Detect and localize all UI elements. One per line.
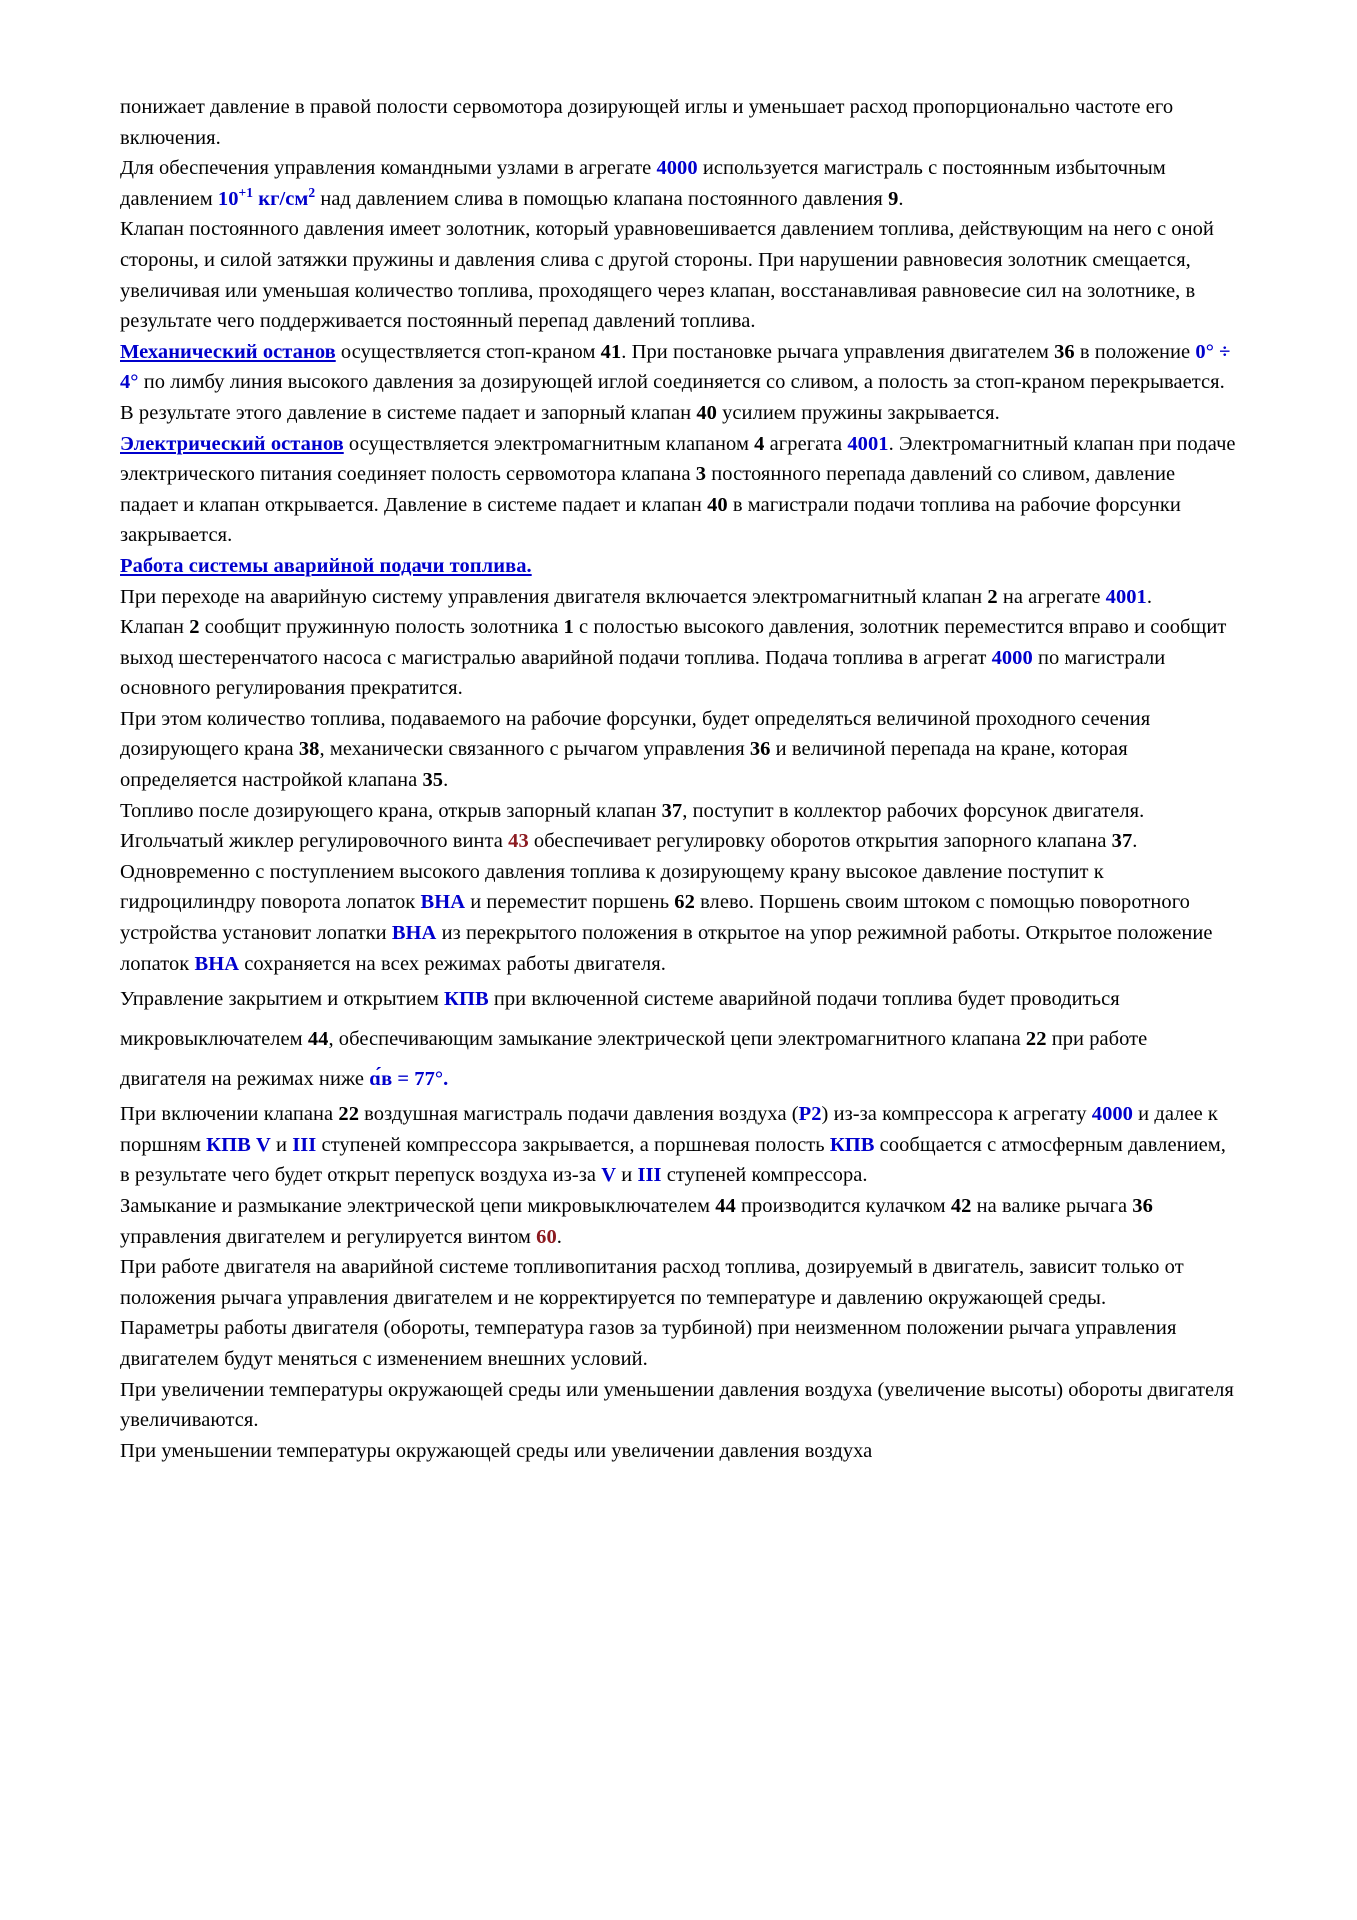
ref-number: 4000 xyxy=(991,646,1033,669)
text-run: с полостью высокого давления, золотник xyxy=(573,616,940,639)
abbr-kpv: КПВ xyxy=(444,988,489,1011)
stage-iii: III xyxy=(292,1133,317,1156)
text-run: системе падает и запорный клапан xyxy=(386,401,697,424)
text-run: давление поступит к гидроцилиндру поворота лопаток xyxy=(120,860,1104,914)
paragraph xyxy=(120,1099,1237,1191)
abbr-kpv-v: КПВ V xyxy=(206,1133,271,1156)
ref-number: 36 xyxy=(749,738,771,761)
ref-number: 36 xyxy=(1054,340,1075,363)
section-heading-electric-stop: Электрический останов xyxy=(120,432,344,455)
text-run: влево. xyxy=(694,891,755,914)
text-run: При работе двигателя на аварийной системе топливопитания расход топлива, дозируемый в xyxy=(120,1256,928,1279)
text-run: над давлением слива в помощью клапана xyxy=(315,187,683,210)
abbr-vna: ВНА xyxy=(420,891,466,914)
paragraph xyxy=(120,1252,1237,1313)
formula-superscript: +1 xyxy=(238,184,254,200)
text-run: , обеспечивающим замыкание электрической цепи xyxy=(328,1028,773,1051)
text-run: осуществляется электромагнитным клапаном xyxy=(343,432,755,455)
abbr-kpv: КПВ xyxy=(829,1133,875,1156)
formula-alpha-vna: ɑ́в = 77°. xyxy=(369,1068,449,1091)
text-run: производится кулачком xyxy=(735,1195,946,1217)
stage-v: V xyxy=(601,1164,617,1187)
ref-number: 4001 xyxy=(847,432,889,455)
text-run: ступеней компрессора. xyxy=(661,1164,868,1187)
text-run: в магистрали подачи топлива на рабочие форсунки xyxy=(727,493,1181,516)
section-heading-emergency-fuel-system: Работа системы аварийной подачи топлива. xyxy=(120,554,532,577)
text-run: стороны. При нарушении равновесия золотник смещается, увеличивая или уменьшая xyxy=(120,248,1191,302)
ref-number: 1 xyxy=(563,616,574,639)
ref-number: 38 xyxy=(298,738,320,761)
paragraph xyxy=(120,429,1237,551)
text-run: постоянным избыточным давлением xyxy=(120,157,1166,210)
text-run: Управление закрытием и открытием xyxy=(120,988,445,1011)
ref-number: 4001 xyxy=(1105,585,1147,608)
text-run: . xyxy=(898,187,904,210)
text-run: будет проводиться микровыключателем xyxy=(120,988,1120,1051)
text-run: оборотов открытия запорного клапана xyxy=(770,830,1112,853)
text-run: при работе двигателя на режимах ниже xyxy=(120,1028,1148,1091)
ref-number: 40 xyxy=(707,493,728,516)
paragraph xyxy=(120,153,1237,214)
text-run: , поступит в коллектор рабочих xyxy=(682,799,959,822)
text-run: электромагнитного клапана xyxy=(777,1028,1026,1051)
paragraph xyxy=(120,214,1237,336)
ref-number: 9 xyxy=(888,187,899,210)
paragraph xyxy=(120,1436,1237,1467)
text-run: и xyxy=(616,1164,638,1187)
paragraph xyxy=(120,857,1237,979)
text-run: чего будет открыт перепуск воздуха из-за xyxy=(231,1164,602,1187)
ref-number: 37 xyxy=(661,799,683,822)
text-run: . xyxy=(1132,830,1138,853)
ref-number: 44 xyxy=(307,1028,329,1051)
text-run: . xyxy=(443,769,449,792)
paragraph xyxy=(120,704,1237,796)
text-run: компрессора к агрегату xyxy=(882,1103,1092,1126)
ref-number: 35 xyxy=(422,769,444,792)
text-run: форсунок двигателя. Игольчатый жиклер регулировочного винта xyxy=(120,799,1145,853)
formula-unit: кг/см xyxy=(253,187,309,210)
text-run: закрывается. xyxy=(120,524,233,547)
ref-number: 22 xyxy=(338,1103,359,1126)
stage-iii: III xyxy=(637,1164,662,1187)
text-run: постоянного давления xyxy=(687,187,889,210)
text-run: управления двигателем и регулируется винтом xyxy=(120,1225,537,1248)
text-run: клапана xyxy=(621,463,696,486)
formula-pressure xyxy=(217,184,316,210)
text-run: осуществляется стоп-краном xyxy=(335,340,601,363)
text-run: на валике рычага xyxy=(971,1195,1133,1217)
ref-number: 4000 xyxy=(1091,1103,1133,1126)
text-run: ступеней компрессора xyxy=(316,1133,518,1156)
text-run: обеспечивает регулировку xyxy=(528,830,766,853)
text-run: и далее к поршням xyxy=(120,1103,1218,1156)
text-run: по лимбу линия высокого давления за дозирующей иглой xyxy=(138,371,648,394)
paragraph xyxy=(120,979,1237,1099)
ref-number: 2 xyxy=(987,585,998,608)
paragraph xyxy=(120,796,1237,857)
text-run: При этом количество топлива, подаваемого на рабочие форсунки, будет определяться xyxy=(120,707,872,730)
text-run: При увеличении температуры окружающей среды или уменьшении давления воздуха xyxy=(120,1378,873,1401)
abbr-vna: ВНА xyxy=(194,952,240,975)
text-run: температуре и давлению окружающей среды. xyxy=(706,1286,1107,1309)
text-run: Клапан xyxy=(120,616,190,639)
paragraph xyxy=(120,1191,1237,1252)
text-run: величиной проходного сечения дозирующего крана xyxy=(120,707,1151,761)
paragraph xyxy=(120,1313,1237,1374)
text-run: При уменьшении температуры окружающей среды или увеличении давления воздуха xyxy=(120,1439,873,1462)
text-run: . При постановке рычага управления xyxy=(621,340,945,363)
ref-number: 4000 xyxy=(656,157,698,180)
text-run: пропорционально частоте его включения. xyxy=(120,96,1174,149)
ref-number-highlight: 43 xyxy=(508,830,529,853)
ref-number-highlight: 60 xyxy=(536,1225,557,1248)
text-run: на агрегате xyxy=(997,585,1106,608)
text-run: Для обеспечения управления командными узлами в агрегате xyxy=(120,157,657,180)
text-run: ) из-за xyxy=(821,1103,877,1126)
ref-number: 42 xyxy=(950,1195,972,1217)
angle-range: 0° ÷ 4° xyxy=(120,340,1231,394)
text-run: закрывается, а поршневая полость xyxy=(522,1133,830,1156)
formula-base: 10 xyxy=(217,187,239,210)
text-run: постоянного перепада давлений со сливом, давление падает и клапан открывается. xyxy=(120,463,1176,516)
text-run: Поршень своим штоком с помощью поворотного устройства установит лопатки xyxy=(120,891,1190,945)
text-run: и переместит поршень xyxy=(465,891,675,914)
ref-number: 2 xyxy=(189,616,200,639)
text-run: . xyxy=(1146,585,1153,608)
text-run: переместится вправо и сообщит выход шестеренчатого насоса с магистралью аварийной подачи xyxy=(120,616,1227,669)
text-run: результате чего поддерживается постоянный перепад давлений топлива. xyxy=(120,310,756,333)
section-heading-mechanical-stop: Механический останов xyxy=(120,340,336,363)
text-run: действующим на него с оной стороны, и силой затяжки пружины и давления слива с другой xyxy=(120,218,1214,271)
text-run: Одновременно с поступлением высокого давления топлива к дозирующему крану высокое xyxy=(120,860,918,883)
text-run: положении рычага управления двигателем будут меняться с изменением внешних условий. xyxy=(120,1317,1177,1370)
text-run: (увеличение высоты) обороты двигателя увеличиваются. xyxy=(120,1378,1234,1432)
ref-number: 3 xyxy=(695,463,707,486)
text-run: понижает давление в правой полости сервомотора дозирующей иглы и уменьшает расход xyxy=(120,96,908,118)
paragraph xyxy=(120,582,1237,613)
ref-number: 62 xyxy=(674,891,695,914)
text-run: топлива. Подача топлива в агрегат xyxy=(684,646,992,669)
text-run: . xyxy=(888,432,894,455)
ref-number: 44 xyxy=(715,1195,736,1217)
paragraph xyxy=(120,92,1237,153)
text-run: по магистрали основного регулирования прекратится. xyxy=(120,646,1166,700)
text-run: усилием пружины закрывается. xyxy=(716,401,1000,424)
text-run: Клапан постоянного давления имеет золотник, который уравновешивается давлением топлива, xyxy=(120,218,955,241)
text-run: количество топлива, проходящего через клапан, восстанавливая равновесие сил на золотнике, в xyxy=(354,279,1196,302)
formula-unit-superscript: 2 xyxy=(308,184,316,200)
paragraph xyxy=(120,337,1237,429)
ref-number: 37 xyxy=(1111,830,1133,853)
ref-number: 22 xyxy=(1025,1028,1047,1051)
text-run: управления xyxy=(643,738,750,761)
ref-number: 4 xyxy=(754,432,765,455)
ref-number: 41 xyxy=(600,340,622,363)
text-run: перекрытого положения в открытое на упор режимной работы. Открытое положение лопаток xyxy=(120,922,1213,975)
paragraph xyxy=(120,1375,1237,1436)
ref-number: 36 xyxy=(1132,1195,1153,1217)
text-run: Топливо после дозирующего крана, открыв запорный клапан xyxy=(120,799,662,822)
text-run: Давление в системе падает и клапан xyxy=(384,493,708,516)
text-run: сообщается с атмосферным давлением, в результате xyxy=(120,1133,1226,1187)
text-run: Электромагнитный клапан при подаче электрического питания соединяет полость сервомотора xyxy=(120,432,1236,486)
text-run: используется магистраль с xyxy=(697,157,938,180)
text-run: сообщит пружинную полость золотника xyxy=(199,616,564,639)
text-run: Замыкание и размыкание электрической цепи микровыключателем xyxy=(120,1195,716,1217)
ref-number: 40 xyxy=(696,401,717,424)
paragraph xyxy=(120,612,1237,704)
text-run: воздушная магистраль подачи давления воздуха ( xyxy=(359,1103,799,1126)
text-run: . xyxy=(556,1225,562,1248)
text-run: из xyxy=(436,922,461,945)
text-run: и xyxy=(270,1133,293,1156)
abbr-vna: ВНА xyxy=(391,922,437,945)
text-run: двигателем xyxy=(950,340,1055,363)
text-run: сохраняется на всех режимах работы двигателя. xyxy=(239,952,666,975)
text-run: двигатель, зависит только от положения рычага управления двигателем и не корректируется по xyxy=(120,1256,1184,1309)
text-run: клапан xyxy=(921,585,988,608)
text-run: При включении клапана xyxy=(120,1103,339,1126)
text-run: и величиной перепада на кране, которая определяется настройкой клапана xyxy=(120,738,1128,792)
text-run: Параметры работы двигателя (обороты, температура газов за турбиной) при неизменном xyxy=(120,1317,902,1340)
paragraph xyxy=(120,551,1237,582)
document-text-body xyxy=(120,92,1237,1466)
text-run: При переходе на аварийную систему управления двигателя включается электромагнитный xyxy=(120,585,917,608)
text-run: в положение xyxy=(1074,340,1196,363)
abbr-p2: Р2 xyxy=(798,1103,822,1126)
text-run: агрегата xyxy=(764,432,848,455)
text-run: , механически связанного с рычагом xyxy=(319,738,639,761)
text-run: при включенной системе аварийной подачи топлива xyxy=(488,988,953,1011)
text-run: соединяется со сливом, а полость за стоп-краном перекрывается. В результате этого давление в xyxy=(120,371,1225,424)
